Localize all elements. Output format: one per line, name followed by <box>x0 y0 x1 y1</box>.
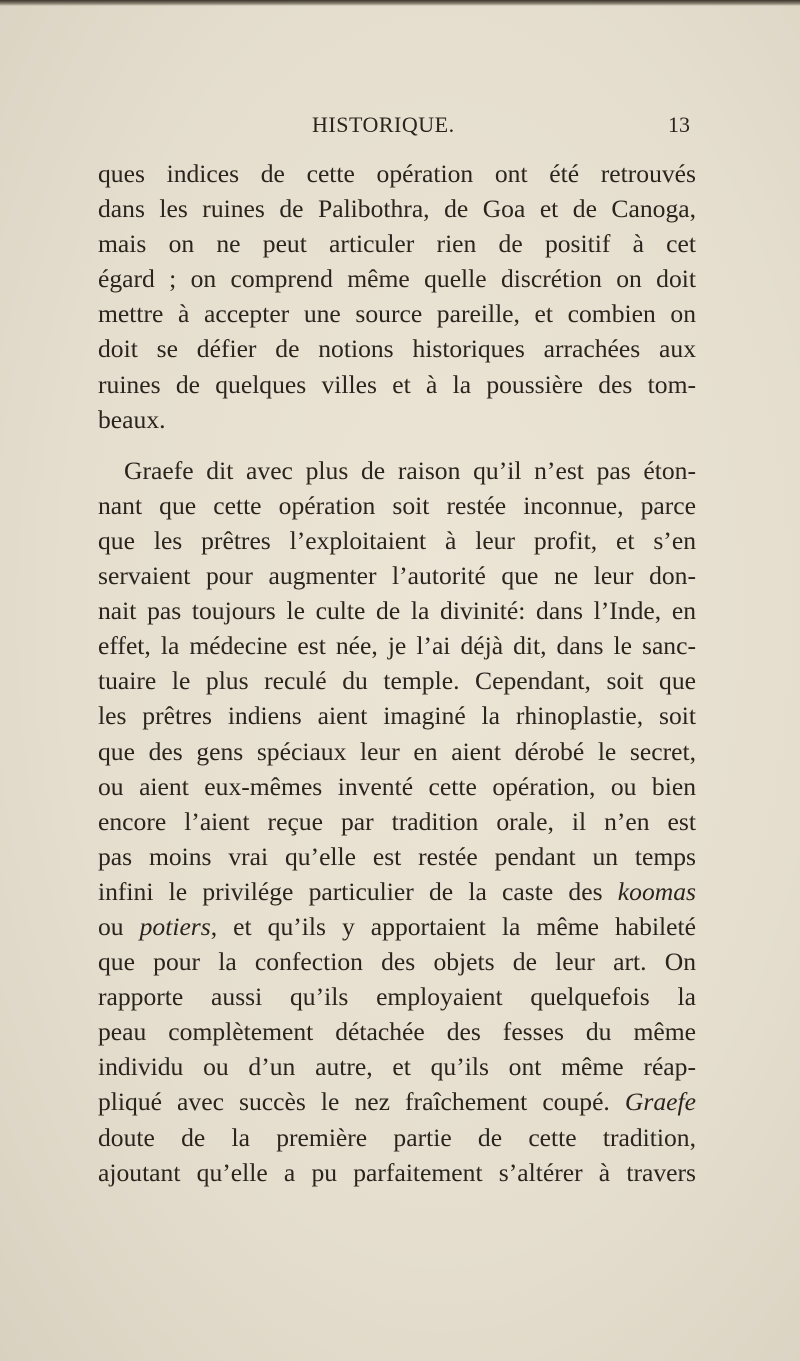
text-line: tuaire le plus reculé du temple. Cependant, soit que <box>98 666 696 696</box>
text-line: encore l’aient reçue par tradition orale, il n’en est <box>98 806 696 836</box>
text-line: mettre à accepter une source pareille, et combien on <box>98 299 696 329</box>
text-line: peau complètement détachée des fesses du même <box>98 1017 696 1047</box>
text-line: ou aient eux-mêmes inventé cette opération, ou bien <box>98 771 696 801</box>
text-line: individu ou d’un autre, et qu’ils ont même réap- <box>98 1052 696 1082</box>
italic-term: Graefe <box>624 1087 696 1117</box>
text-line: dans les ruines de Palibothra, de Goa et de Canoga, <box>98 194 696 224</box>
text-segment: ou <box>98 911 140 941</box>
text-line: doute de la première partie de cette tradition, <box>98 1122 696 1152</box>
text-segment: infini le privilége particulier de la caste des <box>98 876 618 906</box>
text-segment: pliqué avec succès le nez fraîchement coupé. <box>98 1087 625 1117</box>
text-line: les prêtres indiens aient imaginé la rhinoplastie, soit <box>98 701 696 731</box>
text-line: que les prêtres l’exploitaient à leur profit, et s’en <box>98 525 696 555</box>
text-line <box>98 909 696 944</box>
text-line: servaient pour augmenter l’autorité que ne leur don- <box>98 561 696 591</box>
running-head <box>0 112 800 142</box>
body-text <box>98 156 696 1190</box>
text-line: nant que cette opération soit restée inconnue, parce <box>98 490 696 520</box>
text-line: rapporte aussi qu’ils employaient quelquefois la <box>98 982 696 1012</box>
text-line: ques indices de cette opération ont été retrouvés <box>98 159 696 188</box>
text-line: ajoutant qu’elle a pu parfaitement s’altérer à travers <box>98 1157 696 1187</box>
paragraph-1 <box>98 156 696 437</box>
italic-term: potiers <box>139 911 211 941</box>
paragraph-2 <box>98 453 696 1190</box>
page-number: 13 <box>668 112 690 137</box>
text-line: ruines de quelques villes et à la poussière des tom- <box>98 369 696 399</box>
text-segment: , et qu’ils y apportaient la même habileté <box>210 911 696 941</box>
italic-term: koomas <box>617 876 696 906</box>
text-line: que des gens spéciaux leur en aient dérobé le secret, <box>98 736 696 766</box>
text-line: doit se défier de notions historiques arrachées aux <box>98 334 696 364</box>
text-line: que pour la confection des objets de leur art. On <box>98 947 696 977</box>
text-line: effet, la médecine est née, je l’ai déjà dit, dans le sanc- <box>98 631 696 661</box>
text-line: pas moins vrai qu’elle est restée pendant un temps <box>98 841 696 871</box>
text-line: mais on ne peut articuler rien de positif à cet <box>98 229 696 259</box>
page-top-edge <box>0 0 800 6</box>
text-line <box>98 874 696 909</box>
text-line: Graefe dit avec plus de raison qu’il n’est pas éton- <box>124 455 696 485</box>
text-line: égard ; on comprend même quelle discrétion on doit <box>98 264 696 294</box>
text-line: nait pas toujours le culte de la divinité: dans l’Inde, en <box>98 596 696 626</box>
running-head-title: HISTORIQUE. <box>312 112 455 137</box>
text-line <box>98 1084 696 1119</box>
text-line: beaux. <box>98 404 166 434</box>
